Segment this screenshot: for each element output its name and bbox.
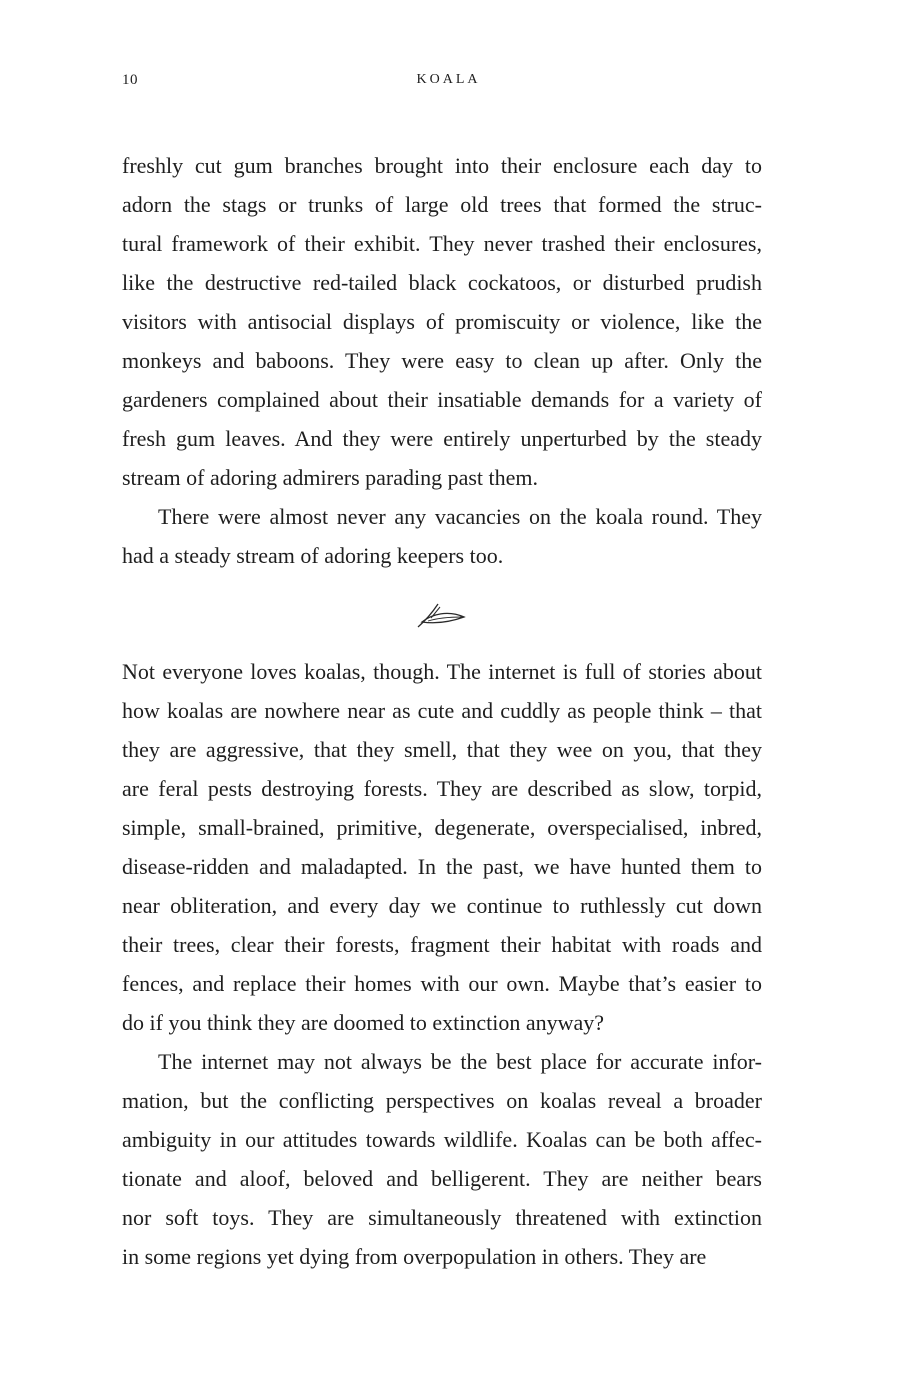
text-line: The internet may not always be the best place for accurate infor- [158, 1049, 762, 1074]
text-line: There were almost never any vacancies on the koala round. They [158, 504, 762, 529]
text-line: fences, and replace their homes with our own. Maybe that’s easier to [122, 971, 762, 996]
section-2-text [122, 652, 762, 1276]
text-line: simple, small-brained, primitive, degenerate, overspecialised, inbred, [122, 815, 762, 840]
text-line: nor soft toys. They are simultaneously threatened with extinction [122, 1205, 762, 1230]
text-line: mation, but the conflicting perspectives on koalas reveal a broader [122, 1088, 762, 1113]
running-head [122, 72, 775, 96]
text-line: disease-ridden and maladapted. In the past, we have hunted them to [122, 854, 762, 879]
text-line: gardeners complained about their insatiable demands for a variety of [122, 387, 762, 412]
text-line: stream of adoring admirers parading past them. [122, 465, 539, 490]
text-line: their trees, clear their forests, fragment their habitat with roads and [122, 932, 762, 957]
text-line: visitors with antisocial displays of promiscuity or violence, like the [122, 309, 762, 334]
text-line: fresh gum leaves. And they were entirely unperturbed by the steady [122, 426, 762, 451]
text-line: had a steady stream of adoring keepers too. [122, 543, 504, 568]
text-line: like the destructive red-tailed black cockatoos, or disturbed prudish [122, 270, 762, 295]
text-line: are feral pests destroying forests. They are described as slow, torpid, [122, 776, 762, 801]
text-line: near obliteration, and every day we continue to ruthlessly cut down [122, 893, 762, 918]
running-title: KOALA [416, 72, 481, 87]
text-line: monkeys and baboons. They were easy to clean up after. Only the [122, 348, 762, 373]
text-line: ambiguity in our attitudes towards wildlife. Koalas can be both affec- [122, 1127, 762, 1152]
text-line: they are aggressive, that they smell, that they wee on you, that they [122, 737, 762, 762]
text-line: tionate and aloof, beloved and belligerent. They are neither bears [122, 1166, 762, 1191]
gum-leaf-icon [414, 600, 468, 630]
text-line: do if you think they are doomed to extinction anyway? [122, 1010, 605, 1035]
section-1-text [122, 146, 762, 575]
text-line: freshly cut gum branches brought into their enclosure each day to [122, 153, 762, 178]
text-line: adorn the stags or trunks of large old trees that formed the struc- [122, 192, 762, 217]
text-line: how koalas are nowhere near as cute and cuddly as people think – that [122, 698, 762, 723]
page-number: 10 [122, 72, 138, 88]
text-line: in some regions yet dying from overpopulation in others. They are [122, 1244, 707, 1269]
text-line: Not everyone loves koalas, though. The internet is full of stories about [122, 659, 762, 684]
text-line: tural framework of their exhibit. They never trashed their enclosures, [122, 231, 762, 256]
